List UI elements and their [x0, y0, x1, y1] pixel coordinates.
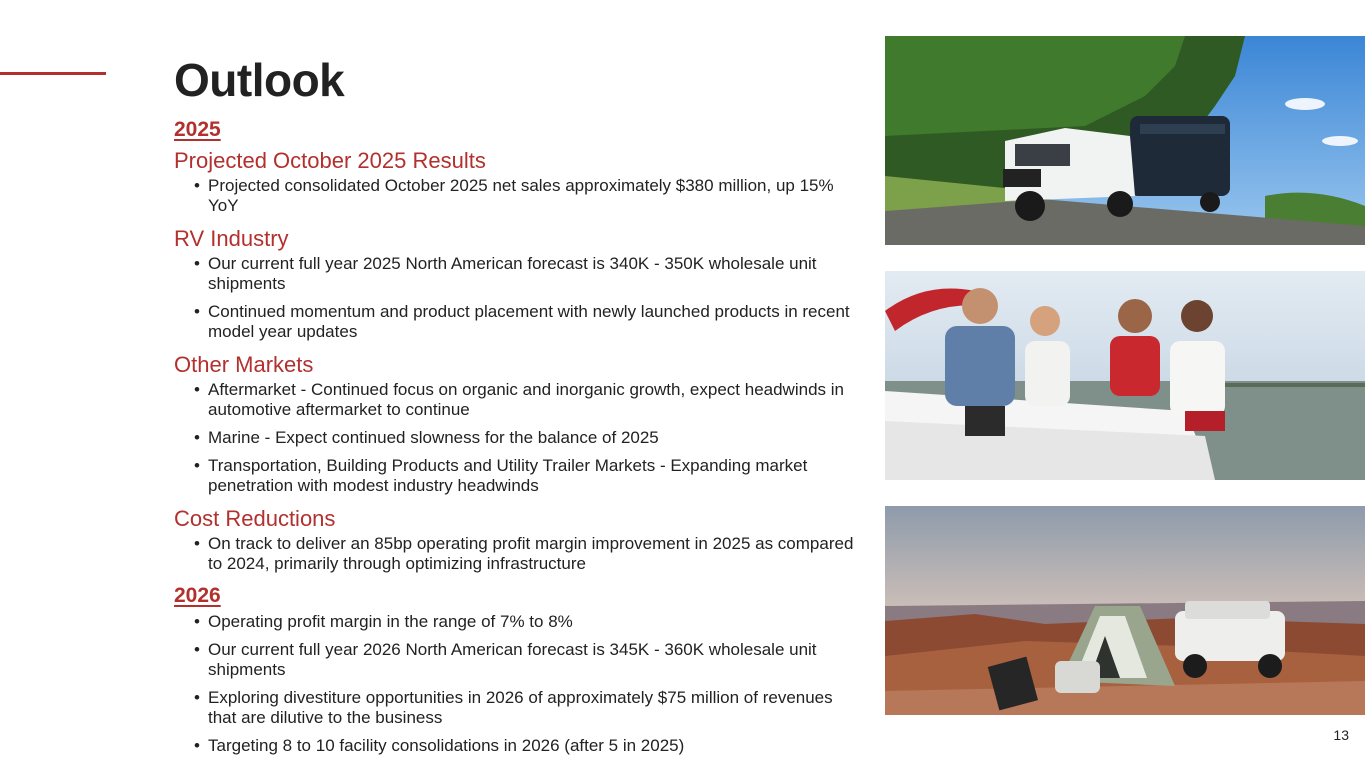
section-projected-october: Projected October 2025 Results — [174, 148, 486, 173]
section-rv-industry: RV Industry — [174, 226, 289, 251]
boat-friends-photo — [885, 271, 1365, 480]
camping-canyon-photo — [885, 506, 1365, 715]
bullet-text: • Projected consolidated October 2025 net sales approximately $380 million, up 15% YoY — [174, 176, 864, 216]
bullet-text: • Marine - Expect continued slowness for the balance of 2025 — [174, 428, 864, 448]
bullet-text: • Exploring divestiture opportunities in 2026 of approximately $75 million of revenues that are dilutive to the business — [174, 688, 864, 728]
bullet-text: • Our current full year 2025 North American forecast is 340K - 350K wholesale unit shipments — [174, 254, 864, 294]
bullet-text: • Targeting 8 to 10 facility consolidations in 2026 (after 5 in 2025) — [174, 736, 864, 756]
truck-rv-photo — [885, 36, 1365, 245]
section-cost-reductions: Cost Reductions — [174, 506, 336, 531]
page-number: 13 — [1333, 727, 1349, 743]
bullet-text: • Operating profit margin in the range of 7% to 8% — [174, 612, 864, 632]
bullet-text: • Transportation, Building Products and Utility Trailer Markets - Expanding market penetration with modest industry headwinds — [174, 456, 864, 496]
year-2026-heading: 2026 — [174, 584, 221, 607]
year-2025-heading: 2025 — [174, 118, 221, 141]
bullet-text: • Our current full year 2026 North American forecast is 345K - 360K wholesale unit shipments — [174, 640, 864, 680]
section-other-markets: Other Markets — [174, 352, 314, 377]
bullet-text: • Aftermarket - Continued focus on organic and inorganic growth, expect headwinds in automotive aftermarket to continue — [174, 380, 864, 420]
page-title: Outlook — [174, 54, 345, 106]
outlook-content — [174, 116, 864, 764]
bullet-text: • Continued momentum and product placement with newly launched products in recent model year updates — [174, 302, 864, 342]
bullet-text: • On track to deliver an 85bp operating profit margin improvement in 2025 as compared to 2024, primarily through optimizing infrastructure — [174, 534, 864, 574]
title-accent-line — [0, 72, 106, 75]
